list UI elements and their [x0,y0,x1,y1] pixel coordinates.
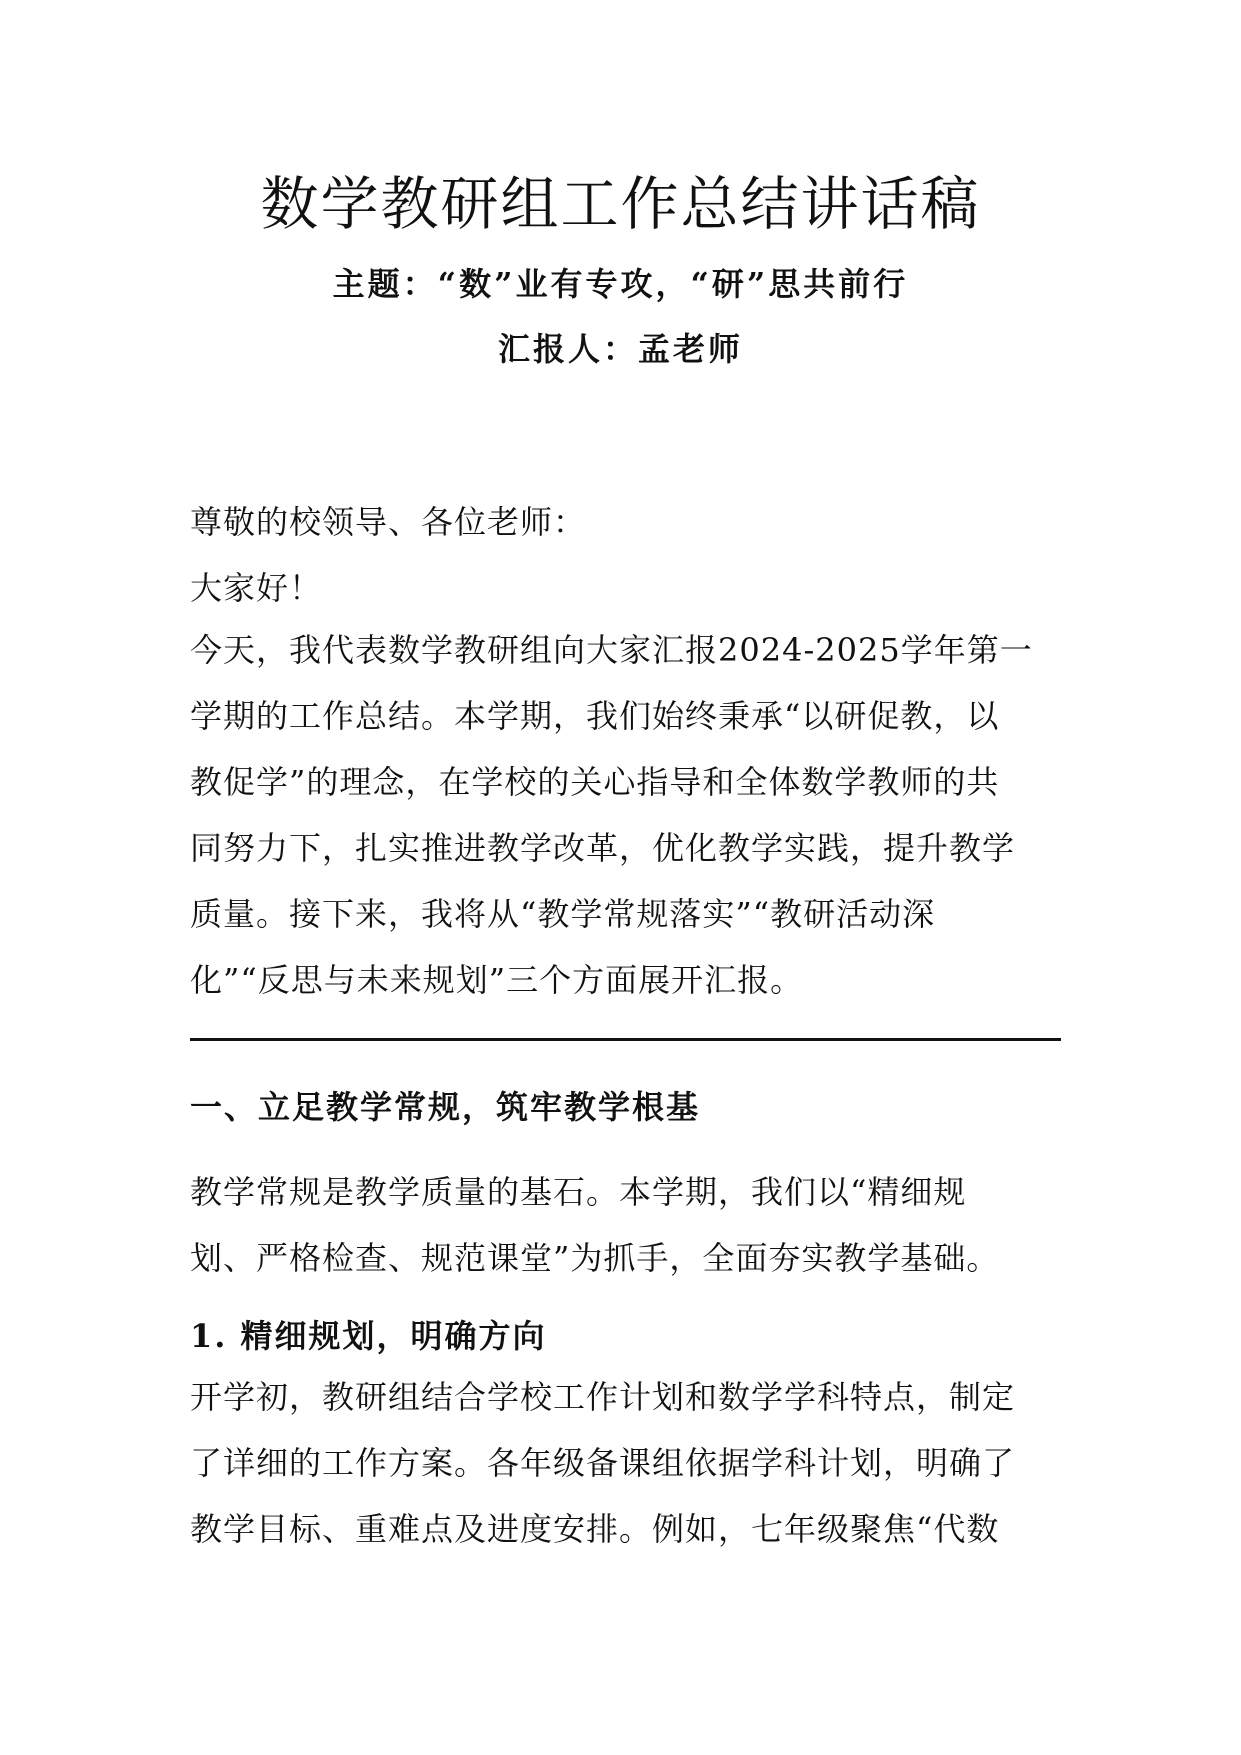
subsection-1-body [190,1364,1050,1562]
greeting-block [190,489,1050,621]
document-title: 数学教研组工作总结讲话稿 [260,170,981,238]
section-1-heading: 一、立足教学常规，筑牢教学根基 [190,1088,701,1126]
intro-line: 质量。接下来，我将从“教学常规落实”“教研活动深 [190,895,936,933]
section-1-intro-line: 教学常规是教学质量的基石。本学期，我们以“精细规 [190,1173,967,1211]
subsection-1-heading: 1. 精细规划，明确方向 [190,1317,547,1355]
intro-line: 同努力下，扎实推进教学改革，优化教学实践，提升教学 [190,829,1016,867]
intro-line: 学期的工作总结。本学期，我们始终秉承“以研促教，以 [190,697,1000,735]
greeting-hello: 大家好！ [190,569,323,607]
greeting-salutation: 尊敬的校领导、各位老师： [190,503,587,541]
reporter-line: 汇报人：孟老师 [497,330,743,368]
intro-line: 教促学”的理念，在学校的关心指导和全体数学教师的共 [190,763,1000,801]
section-1-intro [190,1159,1050,1291]
intro-line: 今天，我代表数学教研组向大家汇报2024-2025学年第一 [190,631,1033,669]
intro-paragraph [190,617,1050,1013]
subsection-1-line: 开学初，教研组结合学校工作计划和数学学科特点，制定 [190,1378,1016,1416]
subsection-1-line: 了详细的工作方案。各年级备课组依据学科计划，明确了 [190,1444,1016,1482]
subsection-1-line: 教学目标、重难点及进度安排。例如，七年级聚焦“代数 [190,1510,1000,1548]
section-1-intro-line: 划、严格检查、规范课堂”为抓手，全面夯实教学基础。 [190,1239,1000,1277]
intro-line: 化”“反思与未来规划”三个方面展开汇报。 [190,961,804,999]
document-subtitle: 主题：“数”业有专攻，“研”思共前行 [332,265,909,303]
section-divider [190,1038,1061,1041]
